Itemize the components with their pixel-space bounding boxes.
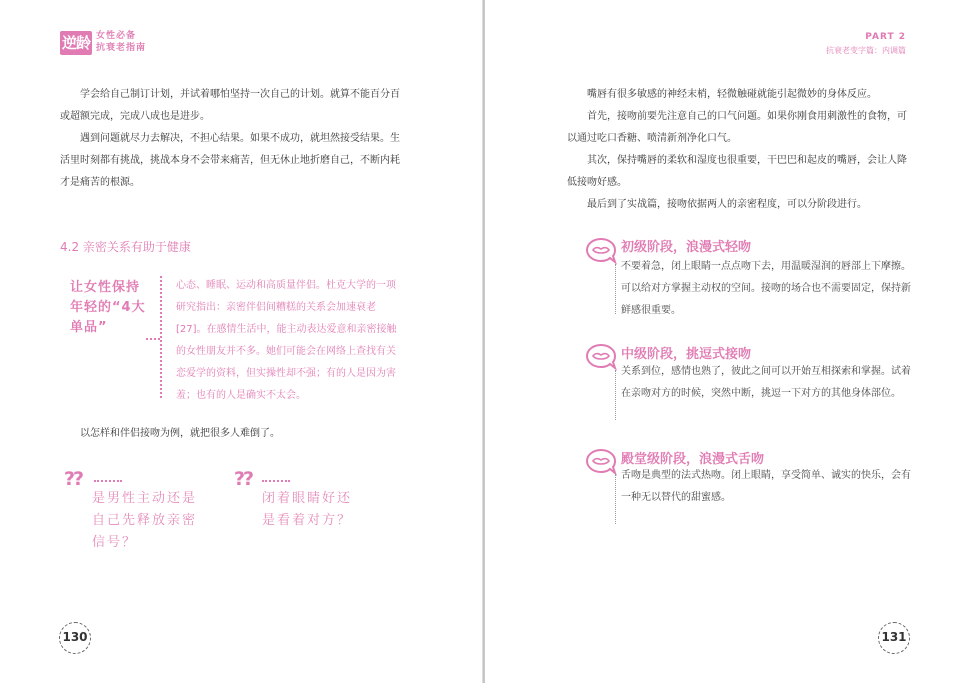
callout-divider — [160, 276, 162, 338]
intro-paragraph-2: 遇到问题就尽力去解决，不担心结果。如果不成功，就坦然接受结果。生活里时刻都有挑战，挑战本身不会带来痛苦，但无休止地折磨自己，不断内耗才是痛苦的根源。 — [60, 133, 400, 188]
follow-paragraph: 以怎样和伴侣接吻为例，就把很多人难倒了。 — [80, 428, 280, 439]
book-subtitle-line2: 抗衰老指南 — [96, 43, 147, 53]
page-number: 131 — [878, 622, 910, 654]
right-page — [485, 0, 968, 683]
follow-text — [60, 423, 402, 445]
stage-divider — [615, 370, 616, 420]
book-subtitle-line1: 女性必备 — [96, 31, 137, 41]
question-icon: ?? — [234, 468, 253, 490]
stage-divider — [615, 474, 616, 524]
book-logo: 逆龄 — [60, 31, 92, 55]
page-number: 130 — [59, 622, 91, 654]
lips-icon — [585, 235, 617, 265]
stage-body-2: 关系到位，感情也熟了，彼此之间可以开始互相探索和掌握。试着在亲吻对方的时候，突然中断，挑逗一下对方的其他身体部位。 — [621, 366, 911, 399]
callout-heading: 让女性保持年轻的“4大单品” — [70, 280, 146, 335]
lips-icon — [585, 341, 617, 371]
question-dots — [94, 480, 122, 482]
stage-body-1: 不要着急，闭上眼睛一点点吻下去，用温暖湿润的唇部上下摩擦。可以给对方掌握主动权的空间。接吻的场合也不需要固定，保持新鲜感很重要。 — [621, 261, 911, 316]
right-paragraph-3: 其次，保持嘴唇的柔软和湿度也很重要，干巴巴和起皮的嘴唇，会让人降低接吻好感。 — [567, 155, 907, 188]
book-subtitle — [96, 30, 146, 54]
lips-icon — [585, 446, 617, 476]
stage-title-1: 初级阶段，浪漫式轻吻 — [621, 240, 752, 255]
question-2: 闭着眼睛好还是看着对方？ — [262, 491, 353, 528]
callout-divider-h — [146, 338, 160, 340]
question-icon: ?? — [64, 468, 83, 490]
stage-title-3: 殿堂级阶段，浪漫式舌吻 — [621, 452, 765, 467]
section-title: 4.2 亲密关系有助于健康 — [60, 240, 191, 254]
left-page — [0, 0, 483, 683]
callout-body: 心态、睡眠、运动和高质量伴侣。杜克大学的一项研究指出：亲密伴侣间糟糕的关系会加速衰老[27]。在感情生活中，能主动表达爱意和亲密接触的女性朋友并不多。她们可能会在网络上查找有关恋爱学的资料，但实操性却不强；有的人是因为害羞；也有的人是确实不太会。 — [176, 280, 397, 401]
right-intro-text — [567, 84, 907, 216]
right-paragraph-2: 首先，接吻前要先注意自己的口气问题。如果你刚食用刺激性的食物，可以通过吃口香糖、喷清新剂净化口气。 — [567, 111, 907, 144]
right-paragraph-4: 最后到了实战篇，接吻依据两人的亲密程度，可以分阶段进行。 — [587, 199, 867, 210]
stage-body-3: 舌吻是典型的法式热吻。闭上眼睛，享受简单、诚实的快乐，会有一种无以替代的甜蜜感。 — [621, 470, 911, 503]
part-label: PART 2 — [865, 32, 906, 42]
question-dots — [262, 480, 290, 482]
right-paragraph-1: 嘴唇有很多敏感的神经末梢，轻微触碰就能引起微妙的身体反应。 — [587, 89, 877, 100]
stage-divider — [615, 264, 616, 314]
intro-text — [60, 84, 402, 194]
question-1: 是男性主动还是自己先释放亲密信号？ — [92, 491, 198, 550]
intro-paragraph-1: 学会给自己制订计划，并试着哪怕坚持一次自己的计划。就算不能百分百或超额完成，完成八成也是进步。 — [60, 89, 400, 122]
callout-divider-2 — [160, 340, 162, 398]
stage-title-2: 中级阶段，挑逗式接吻 — [621, 347, 752, 362]
part-subtitle: 抗衰老变字篇：内调篇 — [826, 46, 906, 55]
